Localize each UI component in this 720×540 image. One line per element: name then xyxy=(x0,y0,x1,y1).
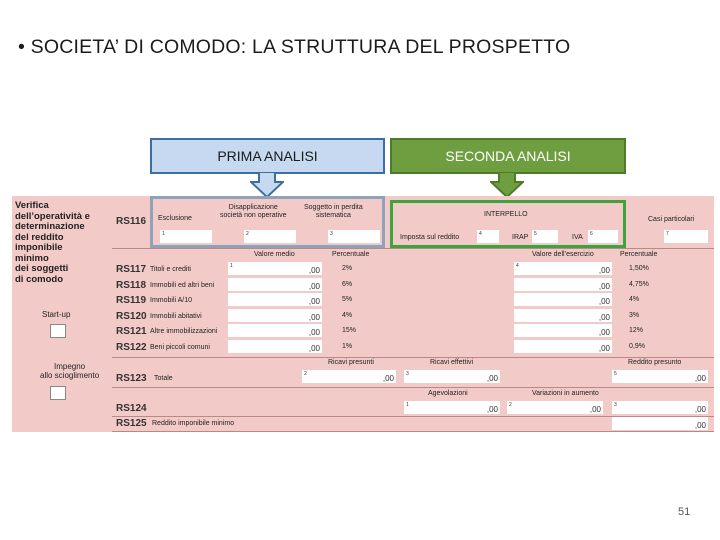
row-code: RS119 xyxy=(116,295,147,306)
arrow-down-icon xyxy=(490,172,524,198)
casi-particolari-field[interactable]: 7 xyxy=(664,230,708,243)
percentuale-value-2: 4,75% xyxy=(629,281,649,288)
code-rs124: RS124 xyxy=(116,403,147,414)
code-rs123: RS123 xyxy=(116,373,147,384)
iva-label: IVA xyxy=(572,234,583,241)
valore-esercizio-header: Valore dell’esercizio xyxy=(532,251,594,258)
arrow-down-icon xyxy=(250,172,284,198)
percentuale-header-2: Percentuale xyxy=(620,251,658,258)
callout-seconda-analisi: SECONDA ANALISI xyxy=(390,138,626,174)
percentuale-value: 2% xyxy=(342,265,353,272)
percentuale-value-2: 1,50% xyxy=(629,265,649,272)
row-label: Beni piccoli comuni xyxy=(150,344,210,351)
ricavi-presunti-field[interactable]: 2 ,00 xyxy=(304,371,394,383)
ricavi-effettivi-field[interactable]: 3 ,00 xyxy=(406,371,498,383)
percentuale-header: Percentuale xyxy=(332,251,370,258)
valore-medio-header: Valore medio xyxy=(254,251,295,258)
valore-medio-field[interactable]: 1 ,00 xyxy=(230,263,320,275)
percentuale-value-2: 12% xyxy=(629,327,644,334)
highlight-prima-analisi xyxy=(150,196,385,248)
soggetto-perdita-label: Soggetto in perdita sistematica xyxy=(304,204,363,219)
disapplicazione-field[interactable]: 2 xyxy=(244,230,296,243)
variazioni-aumento-label: Variazioni in aumento xyxy=(532,390,599,397)
esclusione-label: Esclusione xyxy=(158,215,192,222)
reddito-presunto-label: Reddito presunto xyxy=(628,359,682,366)
iva-field[interactable]: 6 xyxy=(588,230,618,243)
slide-title: • SOCIETA’ DI COMODO: LA STRUTTURA DEL PROSPETTO xyxy=(18,36,571,58)
startup-label: Start-up xyxy=(42,310,71,319)
valore-esercizio-field[interactable]: ,00 xyxy=(514,324,612,337)
divider xyxy=(112,431,714,432)
row-label: Immobili A/10 xyxy=(150,297,193,304)
row-code: RS121 xyxy=(116,326,147,337)
percentuale-value: 1% xyxy=(342,343,353,350)
divider xyxy=(112,357,714,358)
page-number: 51 xyxy=(678,506,691,518)
reddito-presunto-field[interactable]: 5 ,00 xyxy=(614,371,706,383)
valore-esercizio-field[interactable]: 4 ,00 xyxy=(516,263,610,275)
reddito-minimo-field[interactable]: ,00 xyxy=(612,417,708,430)
percentuale-value-2: 4% xyxy=(629,296,640,303)
row-code: RS118 xyxy=(116,280,147,291)
valore-esercizio-field[interactable]: ,00 xyxy=(514,309,612,322)
impegno-checkbox[interactable] xyxy=(50,386,66,400)
valore-medio-field[interactable]: ,00 xyxy=(228,309,322,322)
ricavi-presunti-label: Ricavi presunti xyxy=(328,359,374,366)
valore-esercizio-field[interactable]: ,00 xyxy=(514,293,612,306)
percentuale-value: 5% xyxy=(342,296,353,303)
interpello-label: INTERPELLO xyxy=(484,211,528,218)
valore-medio-field[interactable]: ,00 xyxy=(228,278,322,291)
code-rs125: RS125 xyxy=(116,418,147,429)
percentuale-value: 4% xyxy=(342,312,353,319)
divider xyxy=(112,387,714,388)
agevolazioni-label: Agevolazioni xyxy=(428,390,468,397)
percentuale-value: 6% xyxy=(342,281,353,288)
valore-medio-field[interactable]: ,00 xyxy=(228,324,322,337)
valore-esercizio-field[interactable]: ,00 xyxy=(514,278,612,291)
agevolazioni-field[interactable]: 1 ,00 xyxy=(406,402,498,414)
row-code: RS122 xyxy=(116,342,147,353)
row-label: Titoli e crediti xyxy=(150,266,191,273)
soggetto-perdita-field[interactable]: 3 xyxy=(328,230,380,243)
callout-prima-analisi: PRIMA ANALISI xyxy=(150,138,385,174)
esclusione-field[interactable]: 1 xyxy=(160,230,212,243)
irap-label: IRAP xyxy=(512,234,529,241)
ricavi-effettivi-label: Ricavi effettivi xyxy=(430,359,474,366)
disapplicazione-label: Disapplicazione società non operative xyxy=(220,204,287,219)
valore-medio-field[interactable]: ,00 xyxy=(228,340,322,353)
imposta-reddito-label: Imposta sul reddito xyxy=(400,234,460,241)
row-label: Immobili ed altri beni xyxy=(150,282,215,289)
percentuale-value-2: 0,9% xyxy=(629,343,645,350)
row-code: RS120 xyxy=(116,311,147,322)
variazioni-aumento-field[interactable]: 2 ,00 xyxy=(509,402,601,414)
rs124-total-field[interactable]: 3 ,00 xyxy=(614,402,706,414)
highlight-seconda-analisi xyxy=(390,200,626,248)
code-rs116: RS116 xyxy=(116,216,147,227)
impegno-label: Impegno allo scioglimento xyxy=(40,362,100,380)
irap-field[interactable]: 5 xyxy=(532,230,558,243)
row-code: RS117 xyxy=(116,264,147,275)
percentuale-value-2: 3% xyxy=(629,312,640,319)
row-label: Immobili abitativi xyxy=(150,313,202,320)
totale-label: Totale xyxy=(154,375,173,382)
section-title: Verifica dell’operatività e determinazione del reddito imponibile minimo dei soggetti di comodo xyxy=(15,200,90,285)
casi-particolari-label: Casi particolari xyxy=(648,216,695,223)
imposta-reddito-field[interactable]: 4 xyxy=(477,230,499,243)
divider xyxy=(112,248,714,249)
reddito-minimo-label: Reddito imponibile minimo xyxy=(152,420,235,427)
percentuale-value: 15% xyxy=(342,327,357,334)
row-label: Altre immobilizzazioni xyxy=(150,328,218,335)
valore-esercizio-field[interactable]: ,00 xyxy=(514,340,612,353)
valore-medio-field[interactable]: ,00 xyxy=(228,293,322,306)
startup-checkbox[interactable] xyxy=(50,324,66,338)
